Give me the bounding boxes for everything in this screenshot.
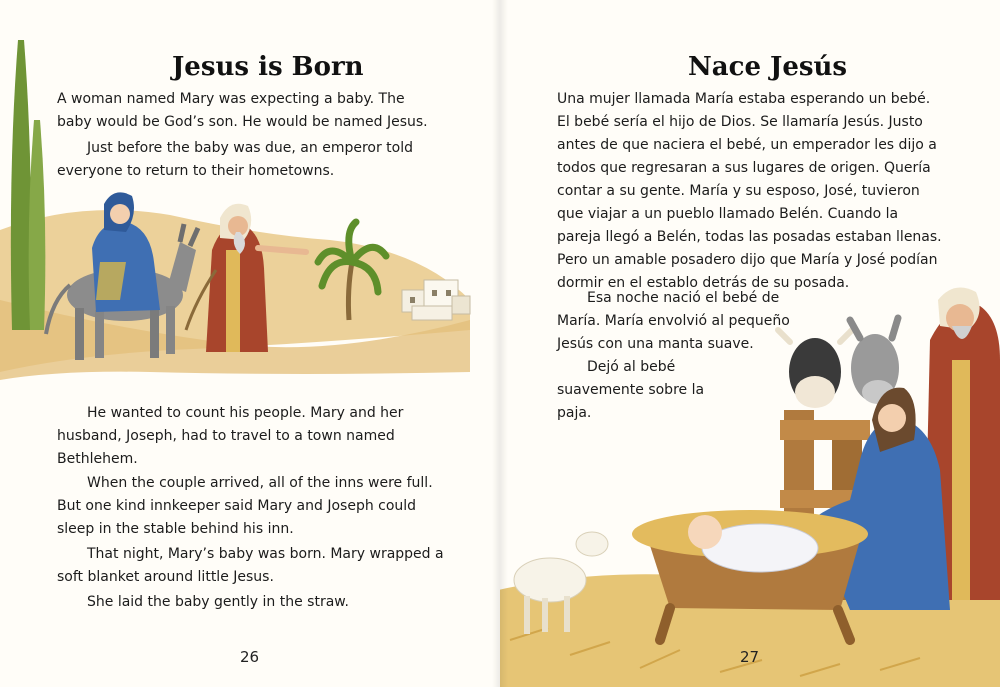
page-number: 27 bbox=[740, 648, 760, 666]
paragraph: He wanted to count his people. Mary and her husband, Joseph, had to travel to a town named Bethlehem. bbox=[57, 405, 404, 467]
cypress-trees bbox=[11, 40, 45, 330]
page-title: Jesus is Born bbox=[172, 52, 364, 82]
paragraph: She laid the baby gently in the straw. bbox=[87, 594, 349, 610]
paragraph: A woman named Mary was expecting a baby. The baby would be God’s son. He would be named Jesus. bbox=[57, 91, 428, 130]
right-page bbox=[500, 0, 1000, 687]
paragraph: Esa noche nació el bebé de María. María envolvió al pequeño Jesús con una manta suave. bbox=[557, 290, 790, 352]
page-number: 26 bbox=[240, 648, 260, 666]
paragraph: Dejó al bebé suavemente sobre la paja. bbox=[557, 359, 705, 421]
paragraph: That night, Mary’s baby was born. Mary wrapped a soft blanket around little Jesus. bbox=[57, 546, 444, 585]
paragraph: Just before the baby was due, an emperor told everyone to return to their hometowns. bbox=[57, 140, 414, 179]
page-title: Nace Jesús bbox=[688, 52, 848, 82]
paragraph: Una mujer llamada María estaba esperando un bebé. El bebé sería el hijo de Dios. Se llamaría Jesús. Justo antes de que naciera el bebé, un emperador les dijo a todos que regresaran a sus lugares de origen. Quería contar a su gente. María y su esposo, José, tuvieron que viajar a un pueblo llamado Belén. Cuando la pareja llegó a Belén, todas las posadas estaban llenas. Pero un amable posadero dijo que María y José podían dormir en el establo detrás de su posada. bbox=[557, 91, 942, 291]
book-gutter bbox=[492, 0, 508, 687]
paragraph: When the couple arrived, all of the inns were full. But one kind innkeeper said Mary and Joseph could sleep in the stable behind his inn. bbox=[57, 475, 433, 537]
